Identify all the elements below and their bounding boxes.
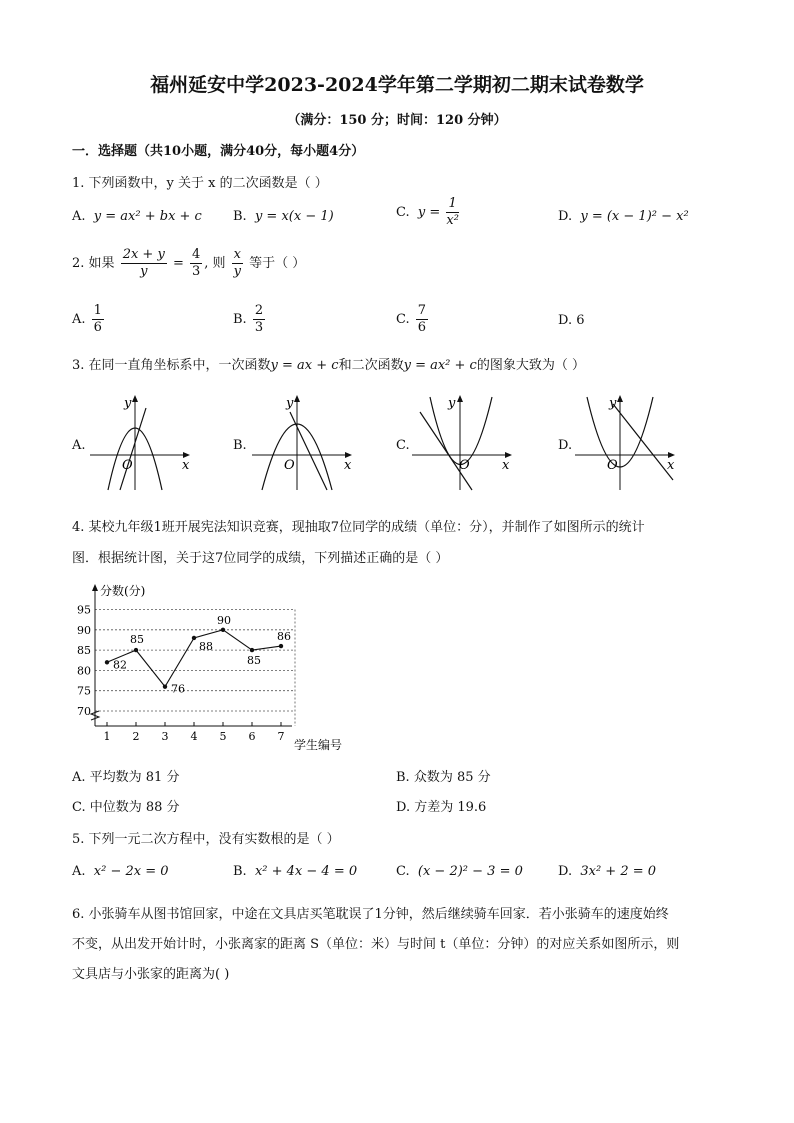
- axis-y-label: y: [609, 396, 617, 411]
- x-tick-label: 4: [190, 730, 198, 743]
- chart-axes: [91, 584, 292, 726]
- exam-info: （满分：150 分；时间：120 分钟）: [287, 113, 507, 128]
- data-point: [279, 644, 283, 648]
- q2-option-a: A. $\frac{1}{6}$: [72, 303, 102, 335]
- data-label: 85: [247, 654, 261, 668]
- q2-option-b: B. $\frac{2}{3}$: [233, 303, 264, 335]
- q4-option-c: C. 中位数为 88 分: [72, 800, 180, 815]
- option-label: B.: [233, 209, 247, 224]
- option-label: C.: [396, 205, 410, 220]
- q1-option-b: [233, 209, 334, 224]
- q3-graph-b: [252, 392, 362, 492]
- axis-y-label: y: [124, 396, 132, 411]
- x-tick-label: 7: [277, 730, 285, 743]
- option-expr: y = (x − 1)² − x²: [580, 209, 689, 224]
- q5-option-c: C. (x − 2)² − 3 = 0: [396, 864, 523, 879]
- x-tick-label: 1: [103, 730, 111, 743]
- q1-option-c: [396, 196, 461, 229]
- axis-x-label: x: [344, 458, 352, 473]
- x-tick-label: 2: [132, 730, 140, 743]
- x-tick-label: 5: [219, 730, 227, 743]
- data-point: [250, 648, 254, 652]
- q1-stem: 1. 下列函数中，y 关于 x 的二次函数是（ ）: [72, 176, 328, 191]
- q2-stem: 2. 如果 $\frac{2x + y}{y}$ = $\frac{4}{3}$ , 则 $\frac{x}{y}$ 等于（ ）: [72, 247, 306, 279]
- q3-graph-c: [412, 392, 522, 492]
- q4-option-b: B. 众数为 85 分: [396, 770, 491, 785]
- data-point: [163, 684, 167, 688]
- chart-ticks: [77, 604, 285, 744]
- option-label: D.: [558, 209, 573, 224]
- q3-label-c: C.: [396, 438, 410, 453]
- data-label: 88: [199, 639, 213, 653]
- axis-x-label: x: [502, 458, 510, 473]
- data-point: [105, 660, 109, 664]
- origin-label: O: [284, 458, 295, 473]
- origin-label: O: [122, 458, 133, 473]
- q6-stem-line3: 文具店与小张家的距离为( ): [72, 967, 230, 982]
- q4-option-d: D. 方差为 19.6: [396, 800, 487, 815]
- q3-label-a: A.: [72, 438, 86, 453]
- y-tick-label: 95: [77, 603, 91, 617]
- q6-stem-line2: 不变，从出发开始计时，小张离家的距离 S（单位：米）与时间 t（单位：分钟）的对应关系如图所示，则: [72, 937, 680, 952]
- origin-label: O: [607, 458, 618, 473]
- data-label: 76: [171, 682, 185, 696]
- q1-option-a: [72, 209, 202, 224]
- chart-series: [105, 614, 291, 696]
- q3-graph-a: [90, 392, 200, 492]
- data-label: 90: [217, 613, 231, 627]
- x-tick-label: 3: [161, 730, 169, 743]
- y-tick-label: 70: [77, 705, 91, 718]
- q2-option-c: C. $\frac{7}{6}$: [396, 303, 427, 335]
- section-title: 一．选择题（共10小题，满分40分，每小题4分）: [72, 144, 365, 159]
- q3-stem: 3. 在同一直角坐标系中，一次函数y = ax + c和二次函数y = ax² + c的图象大致为（ ）: [72, 358, 585, 373]
- q6-stem-line1: 6. 小张骑车从图书馆回家，中途在文具店买笔耽误了1分钟，然后继续骑车回家．若小张骑车的速度始终: [72, 907, 669, 922]
- x-tick-label: 6: [248, 730, 256, 743]
- option-expr: y = ax² + bx + c: [93, 209, 202, 224]
- option-expr: y = x(x − 1): [254, 209, 334, 224]
- q3-label-b: B.: [233, 438, 247, 453]
- y-tick-label: 80: [77, 664, 91, 678]
- axis-x-label: x: [182, 458, 190, 473]
- q4-option-a: A. 平均数为 81 分: [72, 770, 180, 785]
- y-tick-label: 90: [77, 623, 91, 637]
- option-expr: y =: [417, 205, 441, 220]
- fraction: $\frac{1}{\text{x²}}$: [446, 196, 459, 228]
- q3-graph-d: [575, 392, 685, 492]
- data-point: [221, 628, 225, 632]
- axis-break: [91, 711, 99, 720]
- axis-y-label: y: [286, 396, 294, 411]
- origin-label: O: [459, 458, 470, 473]
- page-title: 福州延安中学2023-2024学年第二学期初二期末试卷数学: [150, 74, 644, 96]
- q4-stem-line1: 4. 某校九年级1班开展宪法知识竞赛，现抽取7位同学的成绩（单位：分），并制作了如图所示的统计: [72, 520, 645, 535]
- data-point: [192, 636, 196, 640]
- data-point: [134, 648, 138, 652]
- q4-stem-line2: 图．根据统计图，关于这7位同学的成绩，下列描述正确的是（ ）: [72, 551, 449, 566]
- data-label: 85: [130, 633, 144, 647]
- x-axis-title: 学生编号: [294, 738, 343, 752]
- y-axis-arrow: [92, 584, 98, 591]
- y-axis-title: 分数(分): [100, 584, 146, 598]
- q1-option-d: [558, 209, 689, 224]
- q5-option-d: D. 3x² + 2 = 0: [558, 864, 657, 879]
- q5-option-a: A. x² − 2x = 0: [72, 864, 169, 879]
- option-label: A.: [72, 209, 86, 224]
- q5-option-b: B. x² + 4x − 4 = 0: [233, 864, 358, 879]
- y-tick-label: 75: [77, 684, 91, 698]
- data-label: 86: [277, 630, 291, 644]
- q5-stem: 5. 下列一元二次方程中，没有实数根的是（ ）: [72, 832, 340, 847]
- axis-x-label: x: [667, 458, 675, 473]
- data-label: 82: [113, 658, 127, 672]
- axis-y-label: y: [448, 396, 456, 411]
- y-tick-label: 85: [77, 644, 91, 658]
- score-line-chart: [70, 576, 370, 756]
- q3-label-d: D.: [558, 438, 573, 453]
- q2-option-d: D. 6: [558, 313, 585, 328]
